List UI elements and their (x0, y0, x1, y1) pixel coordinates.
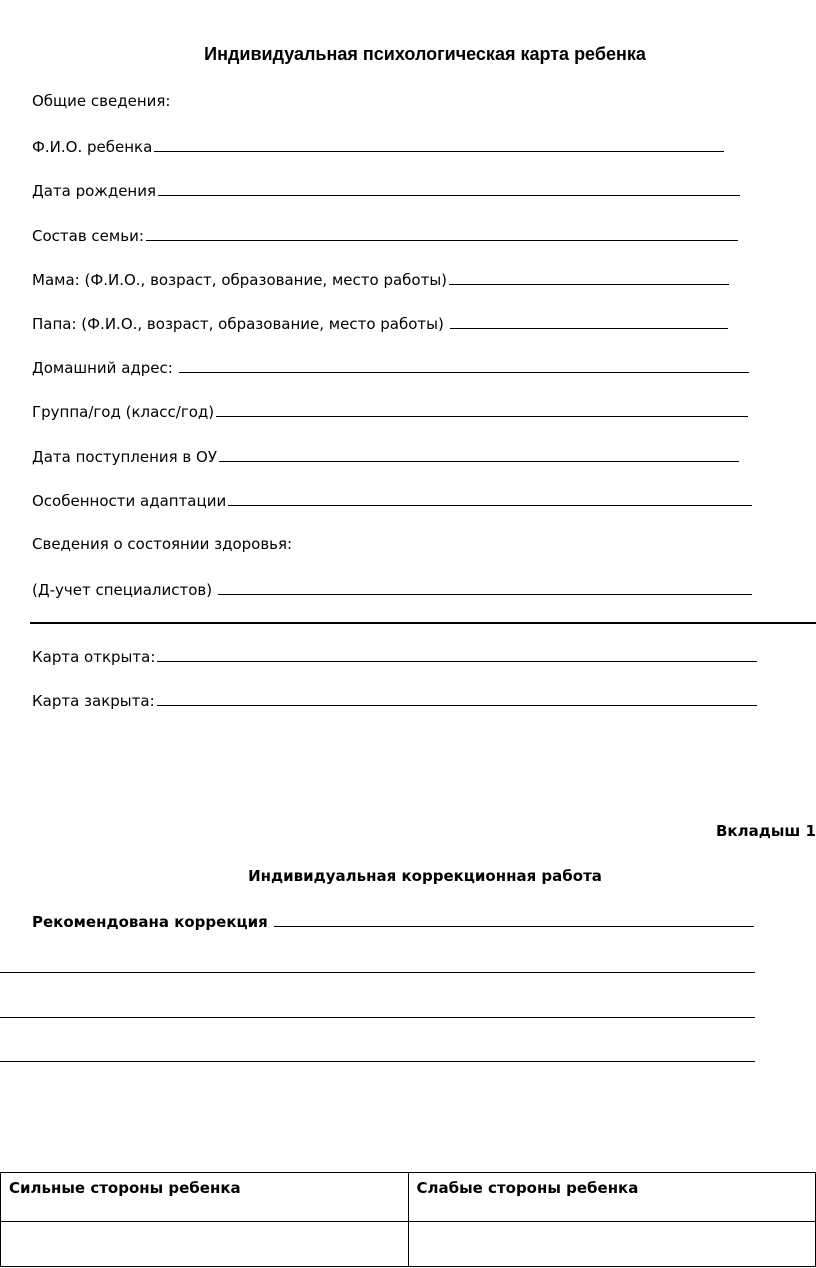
field-blank-line[interactable] (179, 357, 749, 373)
strengths-header: Сильные стороны ребенка (1, 1173, 409, 1222)
field-blank-line[interactable] (157, 690, 757, 706)
field-mother (32, 269, 729, 289)
weaknesses-header: Слабые стороны ребенка (408, 1173, 816, 1222)
field-family (32, 225, 738, 245)
field-label: Состав семьи: (32, 227, 144, 245)
field-admission-date (32, 446, 739, 466)
field-child-name (32, 136, 724, 156)
field-blank-line[interactable] (450, 313, 728, 329)
field-label: Рекомендована коррекция (32, 913, 268, 931)
field-label: Особенности адаптации (32, 492, 227, 510)
field-label: Мама: (Ф.И.О., возраст, образование, место работы) (32, 271, 448, 289)
field-blank-line[interactable] (158, 180, 740, 196)
field-specialists (32, 579, 752, 599)
table-header-row (1, 1173, 816, 1222)
field-blank-line[interactable] (449, 269, 729, 285)
general-info-heading: Общие сведения: (32, 92, 171, 110)
field-label: Дата поступления в ОУ (32, 448, 217, 466)
field-label: Ф.И.О. ребенка (32, 138, 153, 156)
weaknesses-cell[interactable] (408, 1222, 816, 1267)
field-recommended-correction (32, 911, 754, 931)
correction-title: Индивидуальная коррекционная работа (248, 867, 602, 885)
blank-line[interactable] (0, 1017, 755, 1018)
field-blank-line[interactable] (154, 136, 724, 152)
insert-label: Вкладыш 1 (716, 822, 816, 840)
health-heading: Сведения о состоянии здоровья: (32, 535, 293, 553)
field-label: Группа/год (класс/год) (32, 403, 215, 421)
field-label: Папа: (Ф.И.О., возраст, образование, место работы) (32, 315, 444, 333)
field-card-closed (32, 690, 757, 710)
field-label: (Д-учет специалистов) (32, 581, 213, 599)
field-label: Карта закрыта: (32, 692, 155, 710)
field-label: Дата рождения (32, 182, 156, 200)
divider-line (30, 622, 816, 624)
field-blank-line[interactable] (146, 225, 738, 241)
field-label: Домашний адрес: (32, 359, 173, 377)
table-row (1, 1222, 816, 1267)
strengths-cell[interactable] (1, 1222, 409, 1267)
field-label: Карта открыта: (32, 648, 156, 666)
field-father (32, 313, 728, 333)
field-blank-line[interactable] (216, 401, 748, 417)
field-blank-line[interactable] (219, 446, 739, 462)
field-blank-line[interactable] (157, 646, 757, 662)
field-card-opened (32, 646, 757, 666)
field-blank-line[interactable] (228, 490, 752, 506)
field-birth-date (32, 180, 740, 200)
blank-line[interactable] (0, 1061, 755, 1062)
field-home-address (32, 357, 749, 377)
field-blank-line[interactable] (274, 911, 754, 927)
field-group-year (32, 401, 748, 421)
blank-line[interactable] (0, 972, 755, 973)
field-adaptation (32, 490, 752, 510)
field-blank-line[interactable] (218, 579, 752, 595)
page-title: Индивидуальная психологическая карта ребенка (204, 44, 646, 64)
strengths-weaknesses-table (0, 1172, 816, 1267)
